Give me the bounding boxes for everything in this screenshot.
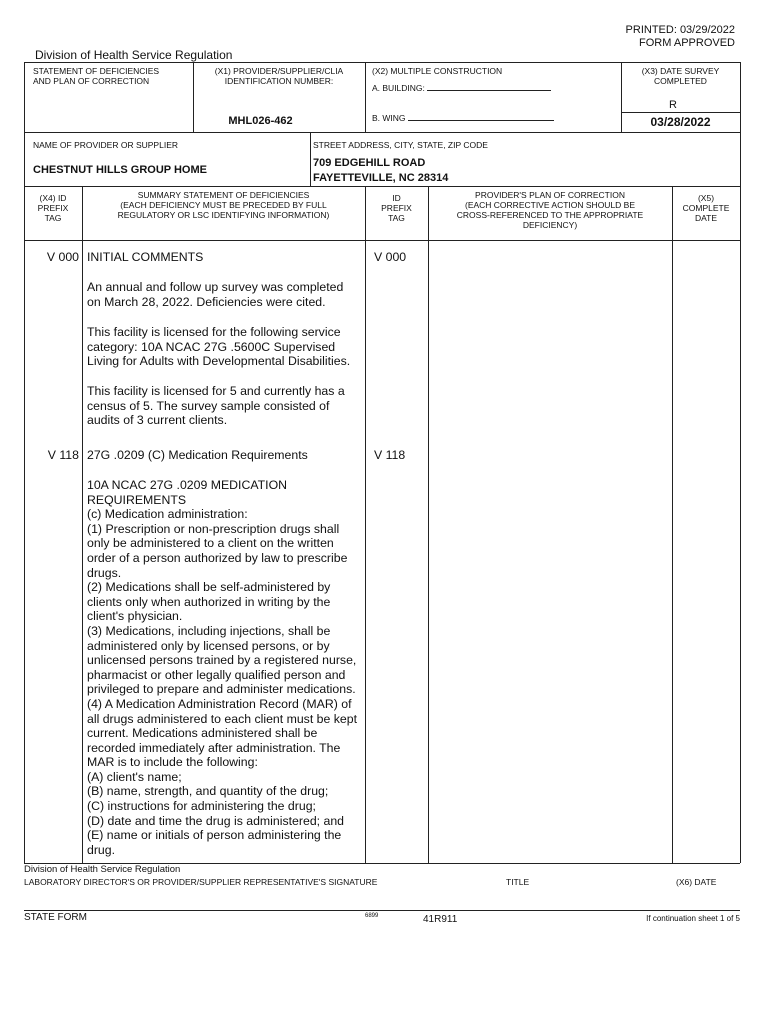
provider-name-label: NAME OF PROVIDER OR SUPPLIER [33,140,178,150]
print-info [626,24,735,50]
building-field: A. BUILDING: [372,83,551,93]
printed-date: PRINTED: 03/29/2022 [625,24,735,36]
wing-blank [408,120,554,121]
x4-header: (X4) ID PREFIX TAG [37,193,69,223]
tag-v118: V 118 [47,448,79,462]
x5-header: (X5) COMPLETE DATE [682,193,730,223]
provider-name: CHESTNUT HILLS GROUP HOME [33,164,207,176]
tag-v000: V 000 [46,250,79,264]
state-form: STATE FORM [24,912,87,923]
initial-comments-title: INITIAL COMMENTS [87,250,204,264]
tag-v118-right: V 118 [374,448,406,462]
x1-label: (X1) PROVIDER/SUPPLIER/CLIA IDENTIFICATION NUMBER: [214,66,344,86]
x6-date-label: (X6) DATE [676,877,717,887]
form-code-small: 6899 [365,913,379,919]
address-label: STREET ADDRESS, CITY, STATE, ZIP CODE [313,140,488,150]
title-label: TITLE [506,877,530,887]
x3-label: (X3) DATE SURVEY COMPLETED [641,66,720,86]
footer-division: Division of Health Service Regulation [24,864,181,875]
survey-code: R [669,99,677,111]
continuation-sheet: If continuation sheet 1 of 5 [646,914,740,923]
address: 709 EDGEHILL ROAD FAYETTEVILLE, NC 28314 [313,157,449,184]
wing-field: B. WING [372,113,554,123]
paragraph-survey: An annual and follow up survey was completed on March 28, 2022. Deficiencies were cited. [87,280,344,309]
v118-title: 27G .0209 (C) Medication Requirements [87,448,308,462]
form-code: 41R911 [423,914,458,925]
survey-date: 03/28/2022 [650,115,711,129]
tag-v000-right: V 000 [374,250,407,264]
provider-id: MHL026-462 [228,115,293,127]
paragraph-census: This facility is licensed for 5 and currently has a census of 5. The survey sample consisted of audits of 3 current clients. [87,384,345,428]
summary-header: SUMMARY STATEMENT OF DEFICIENCIES (EACH DEFICIENCY MUST BE PRECEDED BY FULL REGULATORY OR LSC IDENTIFYING INFORMATION) [117,190,330,220]
medication-requirements-text: 10A NCAC 27G .0209 MEDICATION REQUIREMENTS (c) Medication administration: (1) Prescription or non-prescription drugs shall only be administered to a client on the written order of a person authorized by law to prescribe drugs. (2) Medications shall be self-administered by clients only when authorized in writing by the client's physician. (3) Medications, including injections, shall be administered only by licensed persons, or by unlicensed persons trained by a registered nurse, pharmacist or other legally qualified person and privileged to prepare and administer medications. (4) A Medication Administration Record (MAR) of all drugs administered to each client must be kept current. Medications administered shall be recorded immediately after administration. The MAR is to include the following: (A) client's name; (B) name, strength, and quantity of the drug; (C) instructions for administering the drug; (D) date and time the drug is administered; and (E) name or initials of person administering the drug. [87,478,357,857]
division-title: Division of Health Service Regulation [35,48,233,62]
signature-label: LABORATORY DIRECTOR'S OR PROVIDER/SUPPLIER REPRESENTATIVE'S SIGNATURE [24,877,378,887]
statement-label: STATEMENT OF DEFICIENCIES AND PLAN OF CORRECTION [33,66,160,86]
building-blank [427,90,551,91]
plan-header: PROVIDER'S PLAN OF CORRECTION (EACH CORRECTIVE ACTION SHOULD BE CROSS-REFERENCED TO THE APPROPRIATE DEFICIENCY) [456,190,644,230]
form-approved: FORM APPROVED [639,37,735,49]
paragraph-license: This facility is licensed for the following service category: 10A NCAC 27G .5600C Supervised Living for Adults with Developmental Disabilities. [87,325,351,369]
id-header: ID PREFIX TAG [381,193,412,223]
x2-label: (X2) MULTIPLE CONSTRUCTION [372,66,503,76]
